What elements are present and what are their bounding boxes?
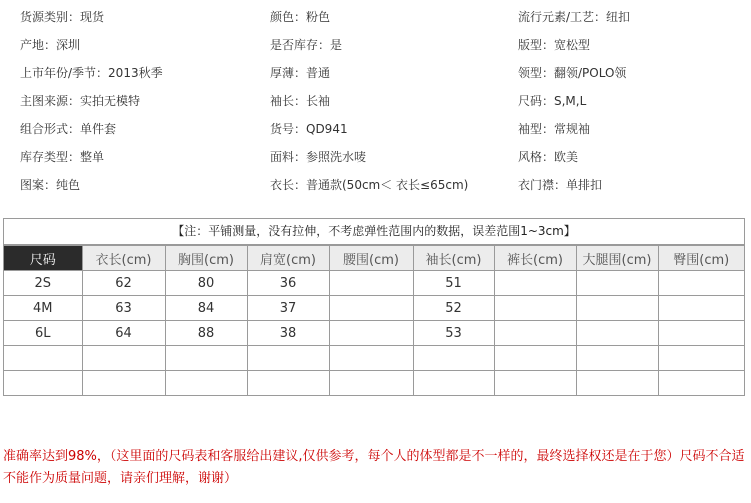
size-cell [4, 346, 82, 371]
size-cell: 2S [4, 271, 82, 296]
size-cell [658, 371, 744, 396]
attribute-item: 货源类别：现货 [20, 10, 105, 24]
size-cell [82, 371, 165, 396]
attribute-item: 产地：深圳 [20, 38, 81, 52]
attribute-item: 货号：QD941 [270, 122, 348, 136]
size-cell: 6L [4, 321, 82, 346]
size-cell: 4M [4, 296, 82, 321]
attribute-item: 组合形式：单件套 [20, 122, 117, 136]
size-chart [3, 218, 745, 396]
size-cell [494, 296, 576, 321]
attribute-item: 衣门襟：单排扣 [518, 178, 603, 192]
size-cell [658, 296, 744, 321]
product-attributes [0, 0, 751, 210]
size-cell [494, 271, 576, 296]
size-column-header: 肩宽(cm) [247, 246, 329, 271]
size-cell [82, 346, 165, 371]
attribute-item: 是否库存：是 [270, 38, 343, 52]
size-column-header: 裤长(cm) [494, 246, 576, 271]
size-cell: 88 [165, 321, 247, 346]
attribute-item: 厚薄：普通 [270, 66, 331, 80]
attribute-item: 图案：纯色 [20, 178, 81, 192]
size-cell [658, 346, 744, 371]
size-cell: 84 [165, 296, 247, 321]
size-cell [576, 346, 658, 371]
size-table [4, 245, 744, 396]
size-chart-note: 【注：平铺测量，没有拉伸，不考虑弹性范围内的数据，误差范围1~3cm】 [4, 219, 744, 245]
size-cell: 62 [82, 271, 165, 296]
size-cell [494, 346, 576, 371]
size-cell [4, 371, 82, 396]
size-column-header: 袖长(cm) [413, 246, 494, 271]
size-cell [494, 321, 576, 346]
attribute-item: 库存类型：整单 [20, 150, 105, 164]
size-column-header: 衣长(cm) [82, 246, 165, 271]
attribute-item: 风格：欧美 [518, 150, 579, 164]
size-cell: 36 [247, 271, 329, 296]
size-cell: 53 [413, 321, 494, 346]
size-cell: 52 [413, 296, 494, 321]
size-cell [576, 271, 658, 296]
size-cell: 51 [413, 271, 494, 296]
attribute-item: 袖长：长袖 [270, 94, 331, 108]
accuracy-lead: 准确率达到98%， [3, 449, 110, 464]
attribute-item: 流行元素/工艺：纽扣 [518, 10, 631, 24]
attribute-item: 面料：参照洗水唛 [270, 150, 367, 164]
attribute-item: 主图来源：实拍无模特 [20, 94, 141, 108]
size-cell: 64 [82, 321, 165, 346]
size-column-header: 尺码 [4, 246, 82, 271]
size-cell [658, 321, 744, 346]
size-cell: 80 [165, 271, 247, 296]
size-cell [165, 346, 247, 371]
size-cell [658, 271, 744, 296]
size-cell [576, 371, 658, 396]
size-cell [494, 371, 576, 396]
size-cell [413, 371, 494, 396]
size-cell [576, 296, 658, 321]
size-cell: 38 [247, 321, 329, 346]
attribute-item: 颜色：粉色 [270, 10, 331, 24]
size-row [4, 346, 744, 371]
size-row [4, 321, 744, 346]
size-cell [329, 296, 413, 321]
size-cell [165, 371, 247, 396]
size-header-row [4, 246, 744, 271]
size-cell [413, 346, 494, 371]
size-cell [576, 321, 658, 346]
disclaimer-text: （这里面的尺码表和客服给出建议,仅供参考，每个人的体型都是不一样的，最终选择权还是在于您）尺码不合适不能作为质量问题，请亲们理解，谢谢） [3, 449, 745, 486]
size-cell: 37 [247, 296, 329, 321]
size-column-header: 大腿围(cm) [576, 246, 658, 271]
disclaimer [3, 446, 749, 490]
attribute-item: 袖型：常规袖 [518, 122, 591, 136]
size-cell [329, 321, 413, 346]
size-cell [329, 346, 413, 371]
size-row [4, 371, 744, 396]
size-cell [329, 371, 413, 396]
size-column-header: 臀围(cm) [658, 246, 744, 271]
attribute-item: 上市年份/季节：2013秋季 [20, 66, 163, 80]
size-cell: 63 [82, 296, 165, 321]
size-column-header: 腰围(cm) [329, 246, 413, 271]
size-cell [247, 346, 329, 371]
size-column-header: 胸围(cm) [165, 246, 247, 271]
size-row [4, 296, 744, 321]
attribute-item: 领型：翻领/POLO领 [518, 66, 627, 80]
attribute-item: 尺码：S,M,L [518, 94, 587, 108]
attribute-item: 版型：宽松型 [518, 38, 591, 52]
size-cell [329, 271, 413, 296]
attribute-item: 衣长：普通款(50cm＜ 衣长≤65cm) [270, 178, 469, 192]
size-cell [247, 371, 329, 396]
size-row [4, 271, 744, 296]
